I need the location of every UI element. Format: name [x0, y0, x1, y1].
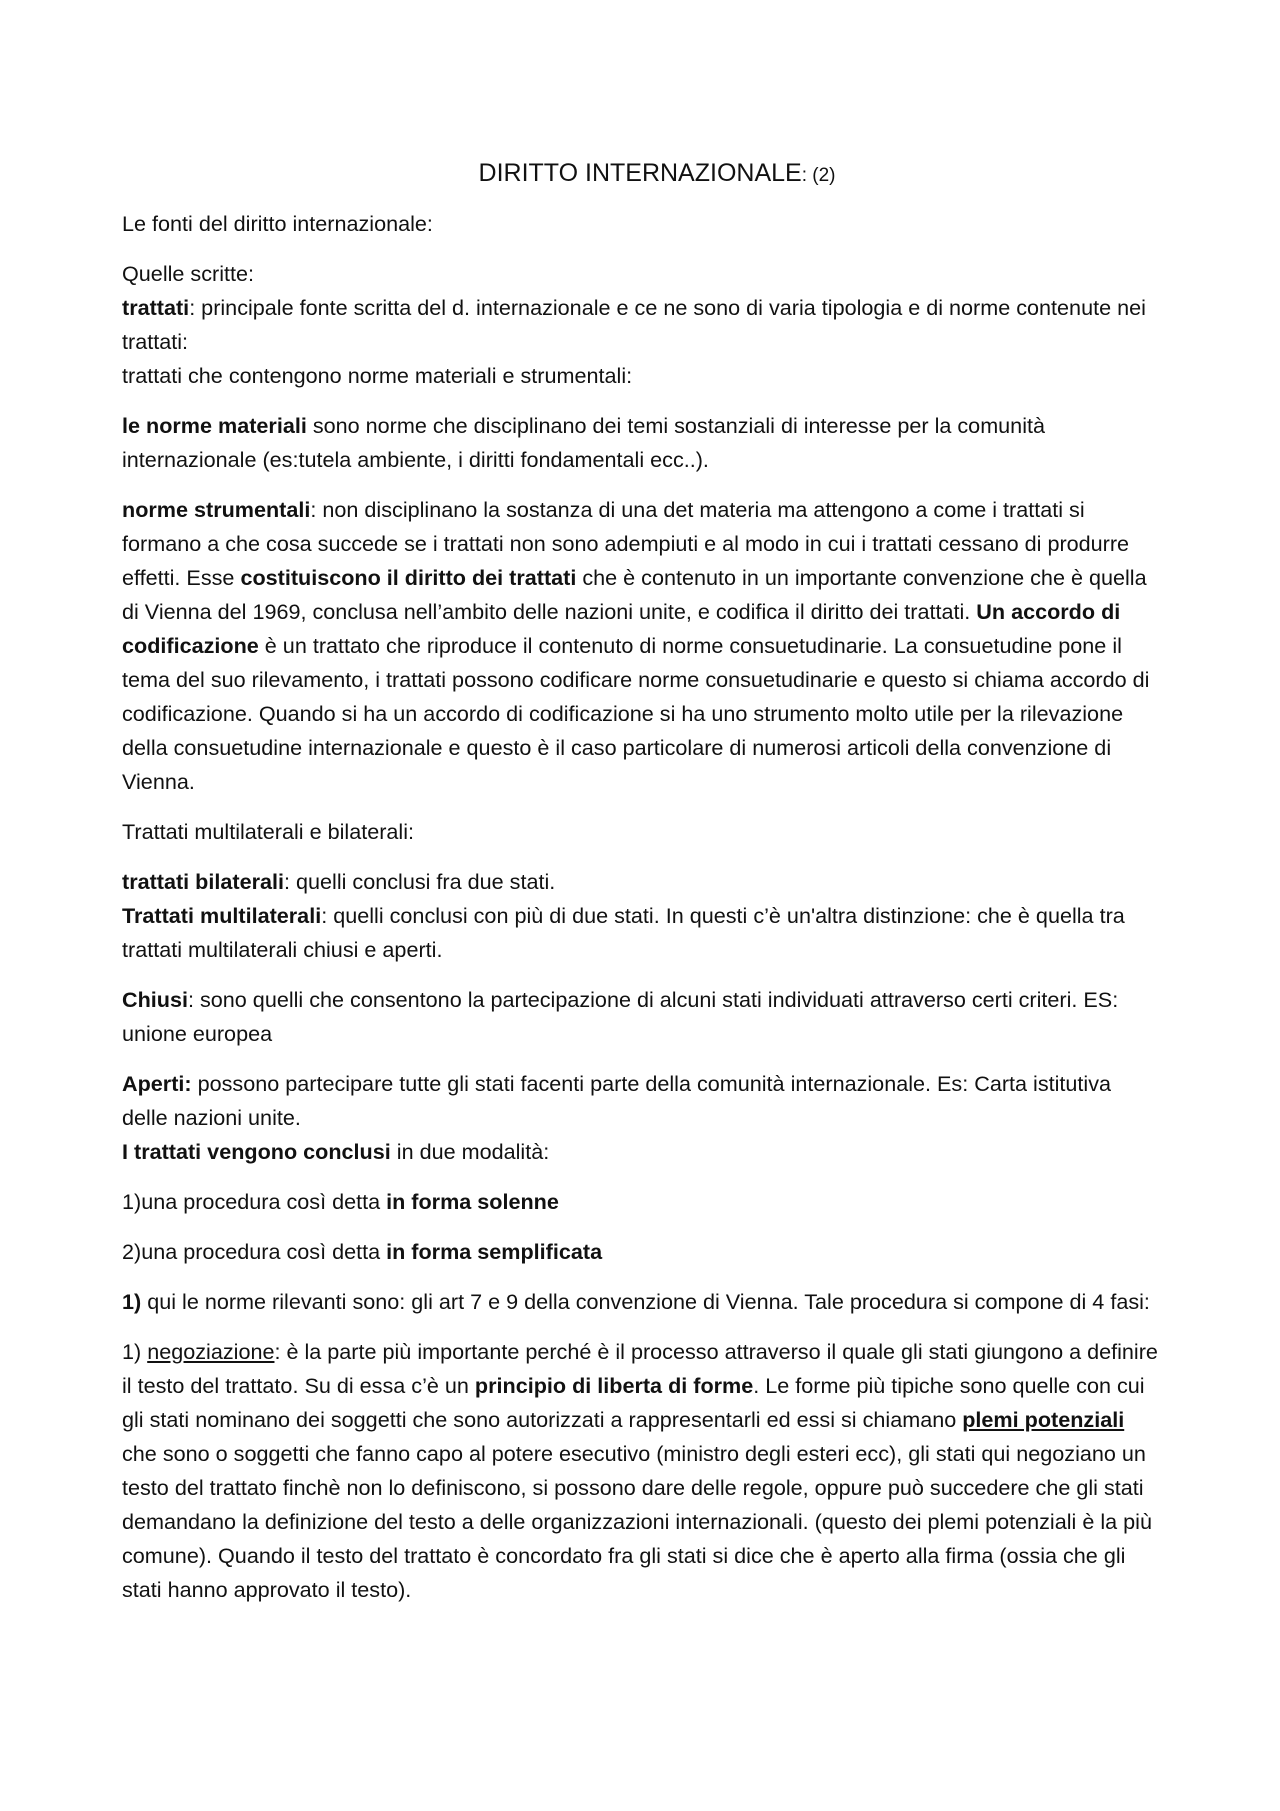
term-negotiation: negoziazione — [147, 1339, 275, 1364]
term-plemi-potenziali: plemi potenziali — [962, 1407, 1125, 1432]
paragraph-mode-2: 2)una procedura così detta in forma semplificata — [122, 1239, 603, 1264]
term-concluded: I trattati vengono conclusi — [122, 1139, 391, 1164]
term-bilateral: trattati bilaterali — [122, 869, 284, 894]
document-page — [122, 156, 1162, 1623]
paragraph-material-norms: le norme materiali sono norme che disciplinano dei temi sostanziali di interesse per la comunità internazionale (es:tutela ambiente, i diritti fondamentali ecc..). — [122, 413, 1046, 472]
written-heading: Quelle scritte: — [122, 261, 255, 286]
paragraph-mode-1: 1)una procedura così detta in forma solenne — [122, 1189, 559, 1214]
title-suffix: : (2) — [801, 165, 836, 186]
term-multilateral: Trattati multilaterali — [122, 903, 322, 928]
paragraph-negotiation: 1) negoziazione: è la parte più importante perché è il processo attraverso il quale gli stati giungono a definire il testo del trattato. Su di essa c’è un principio di liberta di forme. Le forme più tipiche sono quelle con cui gli stati nominano dei soggetti che sono autorizzati a rappresentarli ed essi si chiamano plemi potenziali che sono o soggetti che fanno capo al potere esecutivo (ministro degli esteri ecc), gli stati qui negoziano un testo del trattato finchè non lo definiscono, si possono dare delle regole, oppure può succedere che gli stati demandano la definizione del testo a delle organizzazioni internazionali. (questo dei plemi potenziali è la più comune). Quando il testo del trattato è concordato fra gli stati si dice che è aperto alla firma (ossia che gli stati hanno approvato il testo). — [122, 1339, 1158, 1602]
paragraph-multilateral: Trattati multilaterali: quelli conclusi con più di due stati. In questi c’è un'altra distinzione: che è quella tra trattati multilaterali chiusi e aperti. — [122, 903, 1125, 962]
term-open: Aperti: — [122, 1071, 192, 1096]
document-title — [122, 156, 1162, 193]
term-instrumental: norme strumentali — [122, 497, 311, 522]
paragraph-concluded: I trattati vengono conclusi in due modalità: — [122, 1139, 550, 1164]
paragraph-open: Aperti: possono partecipare tutte gli stati facenti parte della comunità internazionale. Es: Carta istitutiva delle nazioni unite. — [122, 1071, 1112, 1130]
paragraph-bilateral: trattati bilaterali: quelli conclusi fra due stati. — [122, 869, 556, 894]
paragraph-procedure-1: 1) qui le norme rilevanti sono: gli art 7 e 9 della convenzione di Vienna. Tale procedura si compone di 4 fasi: — [122, 1289, 1150, 1314]
term-treaties: trattati — [122, 295, 190, 320]
paragraph-treaties: trattati: principale fonte scritta del d. internazionale e ce ne sono di varia tipologia e di norme contenute nei trattati: — [122, 295, 1146, 354]
term-closed: Chiusi — [122, 987, 188, 1012]
paragraph-closed: Chiusi: sono quelli che consentono la partecipazione di alcuni stati individuati attraverso certi criteri. ES: unione europea — [122, 987, 1119, 1046]
paragraph-treaties-norms: trattati che contengono norme materiali e strumentali: — [122, 363, 633, 388]
title-text: DIRITTO INTERNAZIONALE — [478, 159, 802, 187]
paragraph-instrumental-norms: norme strumentali: non disciplinano la sostanza di una det materia ma attengono a come i trattati si formano a che cosa succede se i trattati non sono adempiuti e al modo in cui i trattati cessano di produrre effetti. Esse costituiscono il diritto dei trattati che è contenuto in un importante convenzione che è quella di Vienna del 1969, conclusa nell’ambito delle nazioni unite, e codifica il diritto dei trattati. Un accordo di codificazione è un trattato che riproduce il contenuto di norme consuetudinarie. La consuetudine pone il tema del suo rilevamento, i trattati possono codificare norme consuetudinarie e questo si chiama accordo di codificazione. Quando si ha un accordo di codificazione si ha uno strumento molto utile per la rilevazione della consuetudine internazionale e questo è il caso particolare di numerosi articoli della convenzione di Vienna. — [122, 497, 1150, 794]
term-material: le norme materiali — [122, 413, 307, 438]
heading-sources: Le fonti del diritto internazionale: — [122, 211, 433, 236]
heading-multi-bilateral: Trattati multilaterali e bilaterali: — [122, 819, 415, 844]
